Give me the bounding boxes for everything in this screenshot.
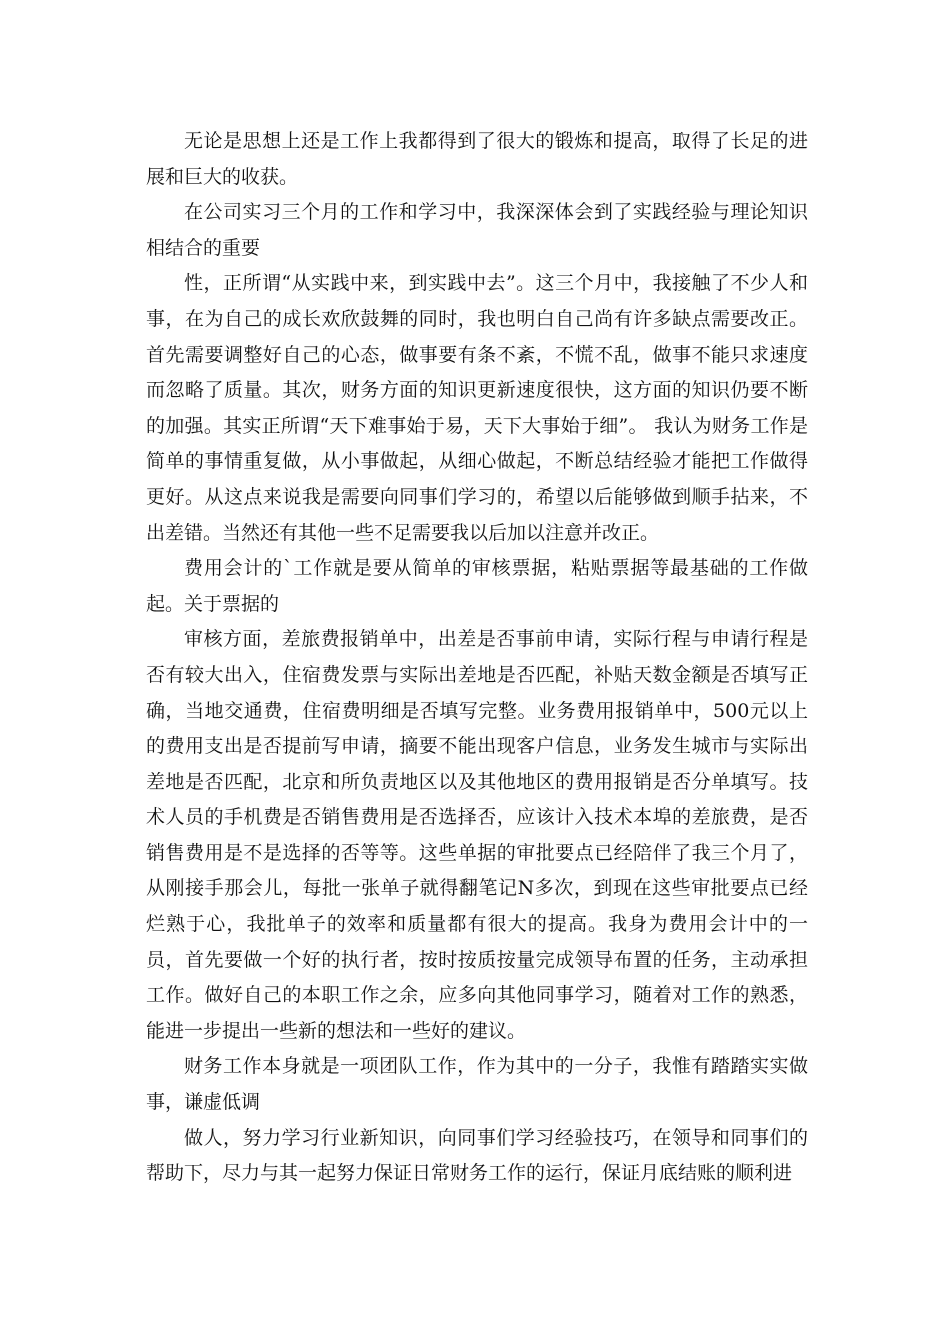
paragraph: 审核方面，差旅费报销单中，出差是否事前申请，实际行程与申请行程是否有较大出入，住宿费发票与实际出差地是否匹配，补贴天数金额是否填写正确，当地交通费，住宿费明细是否填写完整。业务费用报销单中，500元以上的费用支出是否提前写申请，摘要不能出现客户信息，业务发生城市与实际出差地是否匹配，北京和所负责地区以及其他地区的费用报销是否分单填写。技术人员的手机费是否销售费用是否选择否，应该计入技术本埠的差旅费，是否销售费用是不是选择的否等等。这些单据的审批要点已经陪伴了我三个月了，从刚接手那会儿，每批一张单子就得翻笔记N多次，到现在这些审批要点已经烂熟于心，我批单子的效率和质量都有很大的提高。我身为费用会计中的一员，首先要做一个好的执行者，按时按质按量完成领导布置的任务，主动承担工作。做好自己的本职工作之余，应多向其他同事学习，随着对工作的熟悉，能进一步提出一些新的想法和一些好的建议。	[146, 628, 808, 1042]
document-body	[146, 124, 808, 1192]
paragraph: 费用会计的`工作就是要从简单的审核票据，粘贴票据等最基础的工作做起。关于票据的	[146, 557, 808, 615]
paragraph: 财务工作本身就是一项团队工作，作为其中的一分子，我惟有踏踏实实做事，谦虚低调	[146, 1055, 808, 1114]
paragraph: 在公司实习三个月的工作和学习中，我深深体会到了实践经验与理论知识相结合的重要	[146, 201, 808, 259]
paragraph: 无论是思想上还是工作上我都得到了很大的锻炼和提高，取得了长足的进展和巨大的收获。	[146, 130, 808, 188]
paragraph: 性，正所谓“从实践中来，到实践中去”。这三个月中，我接触了不少人和事，在为自己的成长欢欣鼓舞的同时，我也明白自己尚有许多缺点需要改正。首先需要调整好自己的心态，做事要有条不紊，不慌不乱，做事不能只求速度而忽略了质量。其次，财务方面的知识更新速度很快，这方面的知识仍要不断的加强。其实正所谓“天下难事始于易，天下大事始于细”。 我认为财务工作是简单的事情重复做，从小事做起，从细心做起，不断总结经验才能把工作做得更好。从这点来说我是需要向同事们学习的，希望以后能够做到顺手拈来，不出差错。当然还有其他一些不足需要我以后加以注意并改正。	[146, 272, 808, 544]
paragraph: 做人，努力学习行业新知识，向同事们学习经验技巧，在领导和同事们的帮助下，尽力与其一起努力保证日常财务工作的运行，保证月底结账的顺利进	[146, 1126, 808, 1185]
